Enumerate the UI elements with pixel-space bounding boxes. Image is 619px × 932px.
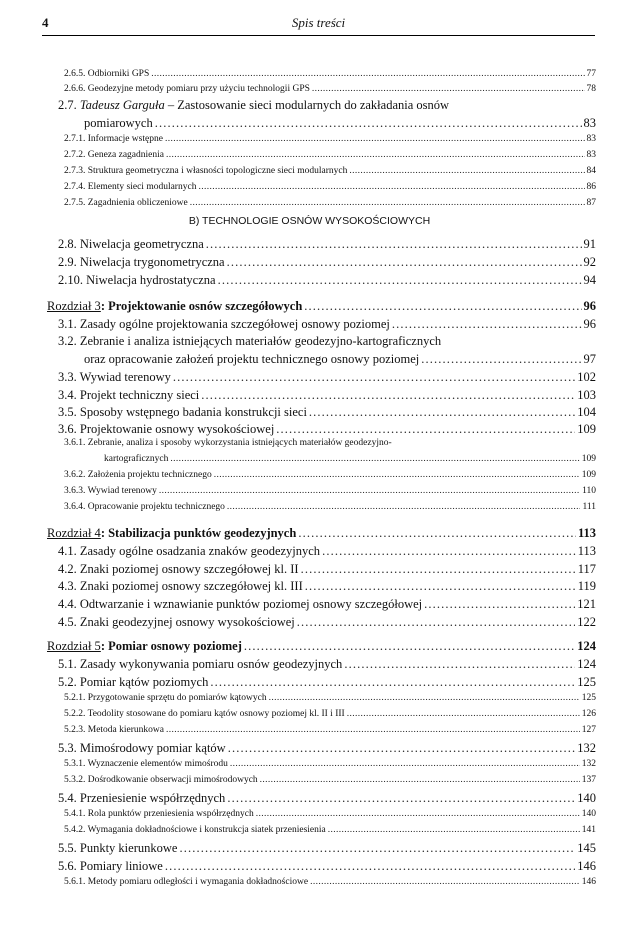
toc-entry[interactable]: 2.9. Niwelacja trygonometryczna . . . 92 xyxy=(58,256,596,269)
page-ref: 125 xyxy=(577,675,596,689)
chapter-entry[interactable]: Rozdział 3: Projektowanie osnów szczegółowych . . . 96 xyxy=(47,300,596,313)
page-ref: 111 xyxy=(582,502,596,512)
toc-entry[interactable]: 2.10. Niwelacja hydrostatyczna . . . 94 xyxy=(58,274,596,287)
toc-entry[interactable]: 5.4.2. Wymagania dokładnościowe i konstrukcja siatek przeniesienia . . . 141 xyxy=(64,826,596,836)
page-number: 4 xyxy=(42,15,49,30)
toc-entry[interactable]: 5.3.2. Dośrodkowanie obserwacji mimośrodowych . . . 137 xyxy=(64,776,596,786)
page-ref: 146 xyxy=(581,877,596,887)
chapter-entry[interactable]: Rozdział 4: Stabilizacja punktów geodezyjnych . . . 113 xyxy=(47,527,596,540)
page-ref: 122 xyxy=(577,615,596,629)
page-ref: 124 xyxy=(577,639,596,653)
toc-entry[interactable]: 2.7.1. Informacje wstępne . . . 83 xyxy=(64,135,596,145)
toc-entry[interactable]: 3.6.4. Opracowanie projektu technicznego . . . 111 xyxy=(64,503,596,513)
toc-entry[interactable]: 4.1. Zasady ogólne osadzania znaków geodezyjnych . . . 113 xyxy=(58,545,596,558)
toc-entry[interactable]: 2.7.4. Elementy sieci modularnych . . . 86 xyxy=(64,183,596,193)
section-heading: B) TECHNOLOGIE OSNÓW WYSOKOŚCIOWYCH xyxy=(188,215,431,227)
toc-entry[interactable]: 4.4. Odtwarzanie i wznawianie punktów poziomej osnowy szczegółowej . . . 121 xyxy=(58,598,596,611)
page-ref: 121 xyxy=(577,597,596,611)
page-ref: 96 xyxy=(583,299,596,313)
page-ref: 83 xyxy=(586,150,596,160)
page-ref: 140 xyxy=(581,809,596,819)
toc-entry[interactable]: 3.1. Zasady ogólne projektowania szczegółowej osnowy poziomej . . . 96 xyxy=(58,318,596,331)
toc-entry[interactable]: 5.5. Punkty kierunkowe . . . 145 xyxy=(58,842,596,855)
toc-entry[interactable]: 5.1. Zasady wykonywania pomiaru osnów geodezyjnych . . . 124 xyxy=(58,658,596,671)
page-ref: 103 xyxy=(577,388,596,402)
toc-entry-line: 3.2. Zebranie i analiza istniejących materiałów geodezyjno-kartograficznych xyxy=(58,334,442,348)
page-ref: 97 xyxy=(583,352,596,366)
page-ref: 119 xyxy=(577,579,596,593)
toc-entry[interactable]: 4.5. Znaki geodezyjnej osnowy wysokościowej . . . 122 xyxy=(58,616,596,629)
page-ref: 87 xyxy=(586,198,596,208)
page-ref: 91 xyxy=(583,237,596,251)
toc-entry[interactable]: 5.4.1. Rola punktów przeniesienia współrzędnych . . . 140 xyxy=(64,810,596,820)
page-ref: 83 xyxy=(586,134,596,144)
toc-entry[interactable]: 3.6. Projektowanie osnowy wysokościowej . . . 109 xyxy=(58,423,596,436)
page-ref: 109 xyxy=(581,470,596,480)
toc-entry[interactable]: 3.5. Sposoby wstępnego badania konstrukcji sieci . . . 104 xyxy=(58,406,596,419)
page-ref: 113 xyxy=(577,544,596,558)
page-ref: 109 xyxy=(581,454,596,464)
page-ref: 117 xyxy=(577,562,596,576)
toc-entry[interactable]: kartograficznych . . . 109 xyxy=(104,455,596,465)
page-ref: 132 xyxy=(577,741,596,755)
page-ref: 146 xyxy=(577,859,596,873)
page-ref: 124 xyxy=(577,657,596,671)
page-ref: 127 xyxy=(581,725,596,735)
toc-entry[interactable]: 4.2. Znaki poziomej osnowy szczegółowej kl. II . . . 117 xyxy=(58,563,596,576)
toc-entry[interactable]: 2.6.6. Geodezyjne metody pomiaru przy użyciu technologii GPS . . . 78 xyxy=(64,85,596,95)
toc-entry[interactable]: 2.7.2. Geneza zagadnienia . . . 83 xyxy=(64,151,596,161)
toc-entry[interactable]: 5.6.1. Metody pomiaru odległości i wymagania dokładnościowe . . . 146 xyxy=(64,878,596,888)
page-ref: 84 xyxy=(586,166,596,176)
page-ref: 132 xyxy=(581,759,596,769)
page-ref: 109 xyxy=(577,422,596,436)
page-ref: 86 xyxy=(586,182,596,192)
page-ref: 104 xyxy=(577,405,596,419)
toc-entry[interactable]: 3.6.2. Założenia projektu technicznego . . . 109 xyxy=(64,471,596,481)
page-ref: 77 xyxy=(586,69,596,79)
page-ref: 110 xyxy=(582,486,596,496)
toc-entry[interactable]: 4.3. Znaki poziomej osnowy szczegółowej kl. III . . . 119 xyxy=(58,580,596,593)
toc-entry[interactable]: 3.4. Projekt techniczny sieci . . . 103 xyxy=(58,389,596,402)
toc-entry[interactable]: 5.2.3. Metoda kierunkowa . . . 127 xyxy=(64,726,596,736)
page-ref: 140 xyxy=(577,791,596,805)
toc-entry[interactable]: 2.6.5. Odbiorniki GPS . . . 77 xyxy=(64,70,596,80)
page-ref: 78 xyxy=(586,84,596,94)
toc-entry[interactable]: pomiarowych . . . 83 xyxy=(84,117,596,130)
page-ref: 96 xyxy=(583,317,596,331)
toc-entry[interactable]: 3.3. Wywiad terenowy . . . 102 xyxy=(58,371,596,384)
page-ref: 94 xyxy=(583,273,596,287)
toc-entry[interactable]: 5.2. Pomiar kątów poziomych . . . 125 xyxy=(58,676,596,689)
author-name: Tadeusz Garguła xyxy=(79,98,165,112)
page-ref: 145 xyxy=(577,841,596,855)
toc-entry[interactable]: 5.6. Pomiary liniowe . . . 146 xyxy=(58,860,596,873)
chapter-entry[interactable]: Rozdział 5: Pomiar osnowy poziomej . . . 124 xyxy=(47,640,596,653)
page-ref: 137 xyxy=(581,775,596,785)
page-ref: 92 xyxy=(583,255,596,269)
toc-entry-line: 2.7. Tadeusz Garguła – Zastosowanie sieci modularnych do zakładania osnów xyxy=(58,98,450,112)
toc-entry[interactable]: 3.6.3. Wywiad terenowy . . . 110 xyxy=(64,487,596,497)
page-ref: 83 xyxy=(583,116,596,130)
page-ref: 125 xyxy=(581,693,596,703)
page-header xyxy=(42,13,595,36)
page-ref: 113 xyxy=(577,526,596,540)
toc-entry[interactable]: oraz opracowanie założeń projektu technicznego osnowy poziomej . . . 97 xyxy=(84,353,596,366)
toc-entry[interactable]: 5.3.1. Wyznaczenie elementów mimośrodu . . . 132 xyxy=(64,760,596,770)
page-ref: 126 xyxy=(581,709,596,719)
toc-entry[interactable]: 2.8. Niwelacja geometryczna . . . 91 xyxy=(58,238,596,251)
toc-entry[interactable]: 2.7.3. Struktura geometryczna i własności topologiczne sieci modularnych . . . 84 xyxy=(64,167,596,177)
toc-entry[interactable]: 5.3. Mimośrodowy pomiar kątów . . . 132 xyxy=(58,742,596,755)
toc-entry[interactable]: 5.2.2. Teodolity stosowane do pomiaru kątów osnowy poziomej kl. II i III . . . 126 xyxy=(64,710,596,720)
page-ref: 102 xyxy=(577,370,596,384)
running-title: Spis treści xyxy=(291,15,346,30)
toc-entry[interactable]: 5.4. Przeniesienie współrzędnych . . . 140 xyxy=(58,792,596,805)
toc-entry[interactable]: 2.7.5. Zagadnienia obliczeniowe . . . 87 xyxy=(64,199,596,209)
toc-entry[interactable]: 5.2.1. Przygotowanie sprzętu do pomiarów kątowych . . . 125 xyxy=(64,694,596,704)
page-ref: 141 xyxy=(581,825,596,835)
toc-entry-line: 3.6.1. Zebranie, analiza i sposoby wykorzystania istniejących materiałów geodezyjno- xyxy=(64,438,392,448)
